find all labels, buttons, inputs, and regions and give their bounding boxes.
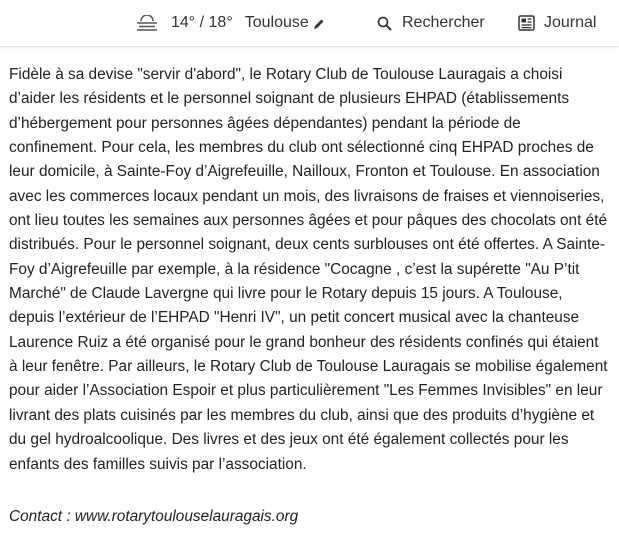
- journal-button[interactable]: [518, 0, 596, 46]
- top-bar: [0, 0, 619, 47]
- weather-widget[interactable]: [136, 0, 325, 46]
- search-label: Rechercher: [402, 14, 485, 31]
- article-body: Fidèle à sa devise "servir d'abord", le Rotary Club de Toulouse Lauragais a choisi d’aider les résidents et le personnel soignant de plusieurs EHPAD (établissements d’hébergement pour personnes âgées dépendantes) pendant la période de confinement. Pour cela, les membres du club ont sélectionné cinq EHPAD proches de leur domicile, à Sainte-Foy d’Aigrefeuille, Nailloux, Fronton et Toulouse. En association avec les commerces locaux pendant un mois, des livraisons de fraises et viennoiseries, ont lieu toutes les semaines aux personnes âgées et pour pâques des chocolats ont été distribués. Pour le personnel soignant, deux cents surblouses ont été offertes. A Sainte-Foy d’Aigrefeuille par exemple, à la résidence "Cocagne , c’est la supérette "Au P’tit Marché" de Claude Lavergne qui livre pour le Rotary depuis 15 jours. A Toulouse, depuis l’extérieur de l’EHPAD "Henri IV", un petit concert musical avec la chanteuse Laurence Ruiz a été organisé pour le grand bonheur des résidents confinés qui étaient à leur fenêtre. Par ailleurs, le Rotary Club de Toulouse Lauragais se mobilise également pour aider l’Association Espoir et plus particulièrement "Les Femmes Invisibles" en leur livrant des plats cuisinés par les membres du club, ainsi que des produits d’hygiène et du gel hydroalcoolique. Des livres et des jeux ont été également collectés pour les enfants des familles suivis par l’association.: [9, 66, 608, 473]
- search-button[interactable]: [377, 0, 485, 46]
- fog-icon: [136, 15, 158, 31]
- city-name[interactable]: Toulouse: [244, 14, 309, 31]
- journal-label: Journal: [544, 14, 597, 31]
- search-icon: [377, 16, 392, 31]
- article-contact: Contact : www.rotarytoulouselauragais.org: [9, 508, 299, 525]
- pencil-icon[interactable]: [313, 17, 325, 29]
- temperature: 14° / 18°: [171, 14, 233, 31]
- newspaper-icon: [518, 15, 535, 31]
